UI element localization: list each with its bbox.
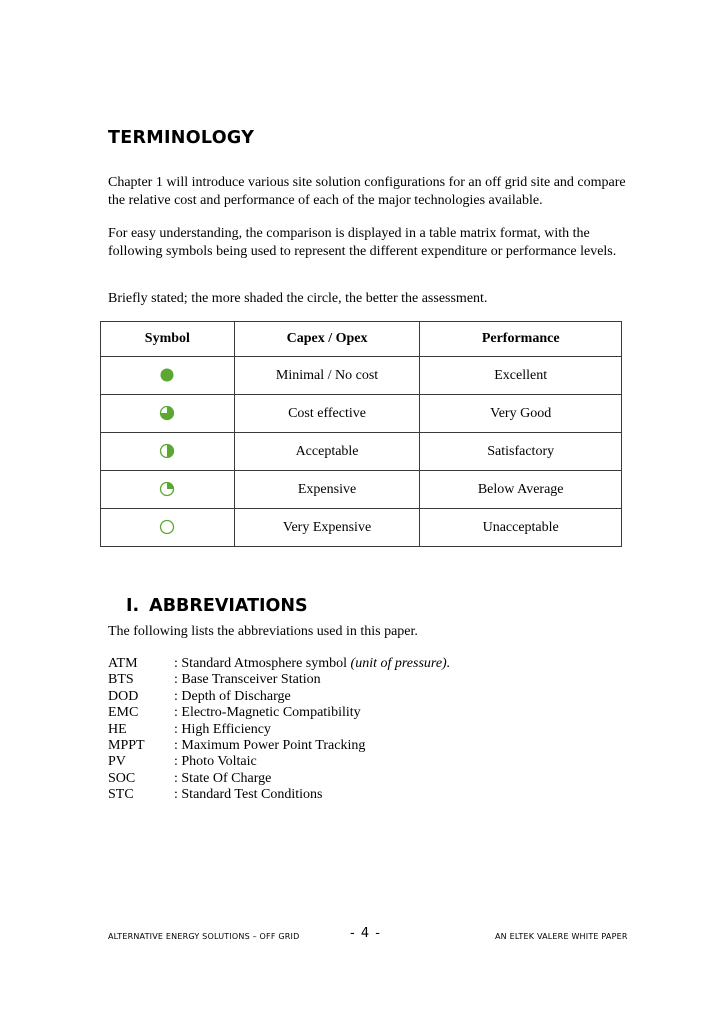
abbreviations-section-title: ABBREVIATIONS	[149, 596, 308, 616]
section-title: TERMINOLOGY	[108, 128, 255, 148]
symbol-cell	[101, 471, 235, 509]
footer-page-number: - 4 -	[350, 926, 381, 941]
capex-cell: Expensive	[234, 471, 420, 509]
capex-cell: Acceptable	[234, 433, 420, 471]
abbreviation-term: HE	[108, 721, 127, 737]
symbol-cell	[101, 395, 235, 433]
abbreviation-definition	[174, 689, 291, 705]
table-row	[101, 471, 622, 509]
definition-text: : Maximum Power Point Tracking	[174, 738, 366, 754]
symbol-matrix-table	[100, 321, 622, 547]
definition-text: : Depth of Discharge	[174, 688, 291, 704]
shaded-circle-icon	[159, 443, 175, 459]
capex-cell: Minimal / No cost	[234, 357, 420, 395]
abbreviation-definition	[174, 738, 365, 754]
table-header-row	[101, 322, 622, 357]
abbreviations-heading	[126, 596, 308, 616]
abbreviation-term: DOD	[108, 688, 139, 704]
definition-text: : High Efficiency	[174, 721, 271, 737]
abbreviations-intro: The following lists the abbreviations used in this paper.	[108, 624, 418, 639]
symbol-cell	[101, 357, 235, 395]
header-performance: Performance	[420, 322, 622, 357]
abbreviations-list	[108, 656, 450, 804]
table-row	[101, 433, 622, 471]
list-item	[108, 705, 450, 721]
list-item	[108, 722, 450, 738]
abbreviation-definition	[174, 754, 257, 770]
definition-text: : Electro-Magnetic Compatibility	[174, 705, 361, 721]
performance-cell: Satisfactory	[420, 433, 622, 471]
header-symbol: Symbol	[101, 322, 235, 357]
header-capex-opex: Capex / Opex	[234, 322, 420, 357]
abbreviation-definition	[174, 672, 321, 688]
intro-paragraph: Chapter 1 will introduce various site solution configurations for an off grid site and compare the relative cost and performance of each of the major technologies available.	[108, 175, 626, 208]
table-row	[101, 357, 622, 395]
footer-document-title: ALTERNATIVE ENERGY SOLUTIONS – OFF GRID	[108, 932, 300, 941]
abbreviation-term: SOC	[108, 770, 136, 786]
performance-cell: Below Average	[420, 471, 622, 509]
list-item	[108, 689, 450, 705]
abbreviation-term: BTS	[108, 672, 134, 688]
list-item	[108, 787, 450, 803]
shaded-circle-icon	[159, 519, 175, 535]
list-item	[108, 672, 450, 688]
performance-cell: Very Good	[420, 395, 622, 433]
capex-cell: Cost effective	[234, 395, 420, 433]
shaded-circle-icon	[159, 481, 175, 497]
abbreviation-term: PV	[108, 754, 126, 770]
definition-note: (unit of pressure).	[350, 656, 451, 671]
table-row	[101, 509, 622, 547]
definition-text: : Standard Test Conditions	[174, 787, 323, 803]
abbreviation-term: STC	[108, 787, 134, 803]
list-item	[108, 754, 450, 770]
definition-text: : State Of Charge	[174, 770, 272, 786]
abbreviation-term: MPPT	[108, 738, 145, 754]
list-item	[108, 656, 450, 672]
shaded-circle-icon	[159, 367, 175, 383]
definition-text: : Standard Atmosphere symbol	[174, 656, 348, 671]
shaded-circle-icon	[159, 405, 175, 421]
symbol-cell	[101, 509, 235, 547]
abbreviation-definition	[174, 787, 322, 803]
abbreviation-definition	[174, 771, 271, 787]
abbreviation-term: ATM	[108, 656, 138, 671]
capex-cell: Very Expensive	[234, 509, 420, 547]
abbreviation-definition	[174, 722, 271, 738]
abbreviations-section-number: I.	[126, 596, 140, 616]
symbol-cell	[101, 433, 235, 471]
comparison-paragraph: For easy understanding, the comparison is displayed in a table matrix format, with the following symbols being used to represent the different expenditure or performance levels.	[108, 226, 617, 259]
footer-publisher: AN ELTEK VALERE WHITE PAPER	[495, 932, 628, 941]
abbreviation-term: EMC	[108, 705, 139, 721]
list-item	[108, 771, 450, 787]
performance-cell: Excellent	[420, 357, 622, 395]
list-item	[108, 738, 450, 754]
abbreviation-definition	[174, 656, 450, 672]
table-row	[101, 395, 622, 433]
definition-text: : Base Transceiver Station	[174, 672, 321, 688]
abbreviation-definition	[174, 705, 361, 721]
definition-text: : Photo Voltaic	[174, 754, 257, 770]
performance-cell: Unacceptable	[420, 509, 622, 547]
summary-paragraph: Briefly stated; the more shaded the circle, the better the assessment.	[108, 291, 488, 306]
